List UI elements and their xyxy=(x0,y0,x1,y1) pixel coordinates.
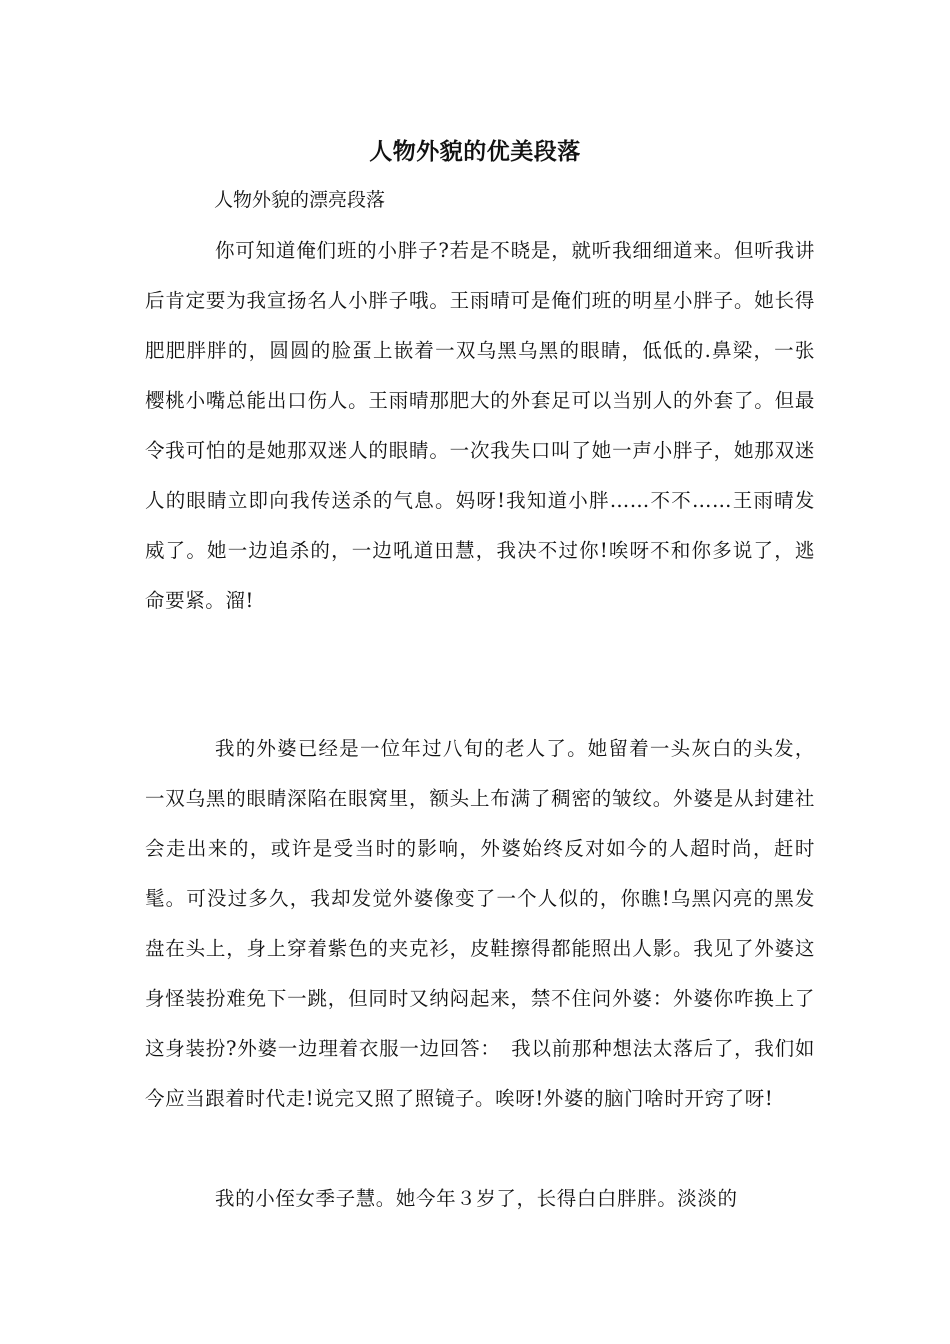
document-subtitle: 人物外貌的漂亮段落 xyxy=(214,189,386,211)
document-title: 人物外貌的优美段落 xyxy=(369,138,581,165)
paragraph-1: 你可知道俺们班的小胖子?若是不晓是，就听我细细道来。但听我讲后肯定要为我宣扬名人小胖子哦。王雨晴可是俺们班的明星小胖子。她长得肥肥胖胖的，圆圆的脸蛋上嵌着一双乌黑乌黑的眼睛，低低的.鼻梁，一张樱桃小嘴总能出口伤人。王雨晴那肥大的外套足可以当别人的外套了。但最令我可怕的是她那双迷人的眼睛。一次我失口叫了她一声小胖子，她那双迷人的眼睛立即向我传送杀的气息。妈呀!我知道小胖……不不……王雨晴发威了。她一边追杀的，一边吼道田慧，我决不过你!唉呀不和你多说了，逃命要紧。溜! xyxy=(145,239,815,612)
paragraph-2: 我的外婆已经是一位年过八旬的老人了。她留着一头灰白的头发，一双乌黑的眼睛深陷在眼窝里，额头上布满了稠密的皱纹。外婆是从封建社会走出来的，或许是受当时的影响，外婆始终反对如今的人超时尚，赶时髦。可没过多久，我却发觉外婆像变了一个人似的，你瞧!乌黑闪亮的黑发盘在头上，身上穿着紫色的夹克衫，皮鞋擦得都能照出人影。我见了外婆这身怪装扮难免下一跳，但同时又纳闷起来，禁不住问外婆：外婆你咋换上了这身装扮?外婆一边理着衣服一边回答： 我以前那种想法太落后了，我们如今应当跟着时代走!说完又照了照镜子。唉呀!外婆的脑门啥时开窍了呀! xyxy=(145,737,815,1110)
paragraph-3: 我的小侄女季子慧。她今年３岁了，长得白白胖胖。淡淡的 xyxy=(215,1187,738,1210)
